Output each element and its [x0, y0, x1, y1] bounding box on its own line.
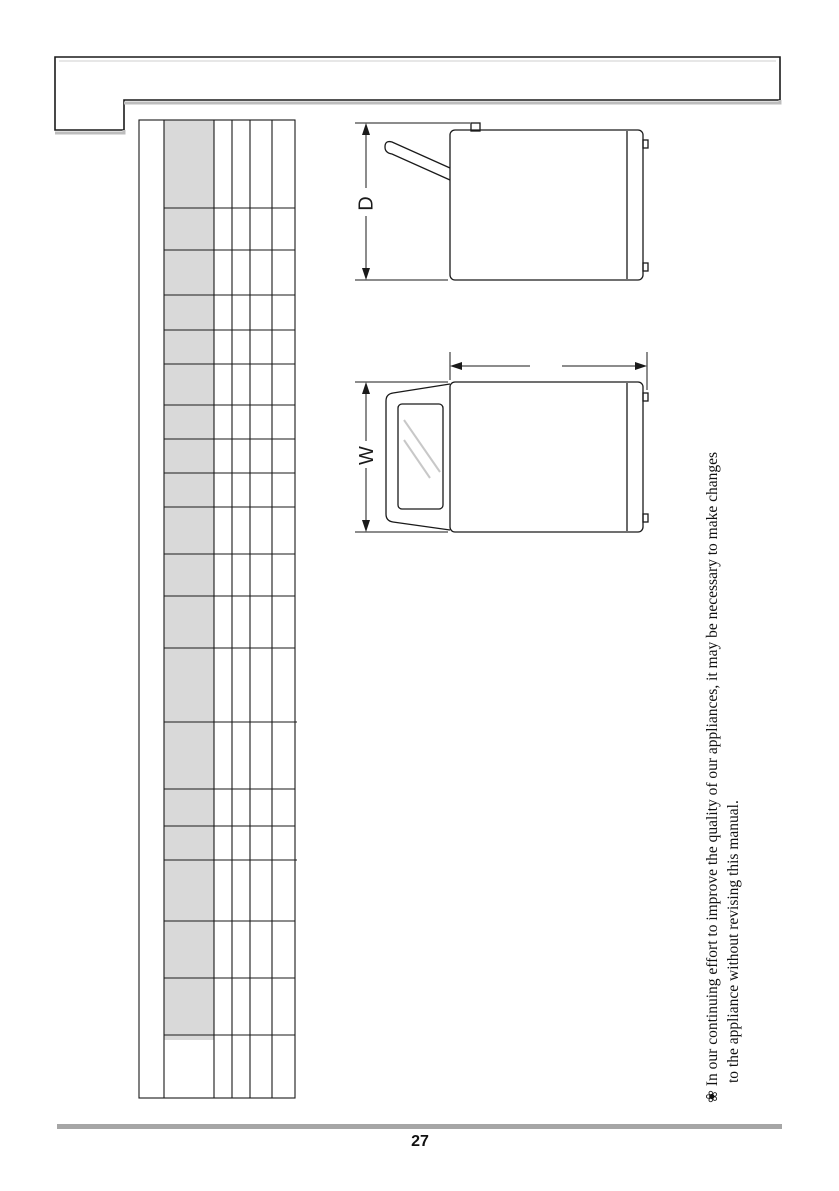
- front-view-diagram: [355, 352, 648, 532]
- footnote-line-2: to the appliance without revising this manual.: [725, 800, 742, 1083]
- depth-label-text: D: [355, 195, 378, 211]
- depth-label: [356, 192, 378, 214]
- spec-table: [139, 120, 297, 1098]
- footnote-line-1: In our continuing effort to improve the quality of our appliances, it may be necessary to make changes: [704, 451, 721, 1087]
- side-view-diagram: [355, 123, 648, 280]
- table-header-column: [164, 120, 214, 1040]
- footnote: [702, 423, 746, 1103]
- width-label-text: W: [355, 445, 378, 465]
- footnote-symbol-icon: ❀: [704, 1090, 721, 1103]
- width-label: [356, 444, 378, 466]
- page-number: 27: [411, 1133, 429, 1150]
- footer-bar: [57, 1124, 782, 1129]
